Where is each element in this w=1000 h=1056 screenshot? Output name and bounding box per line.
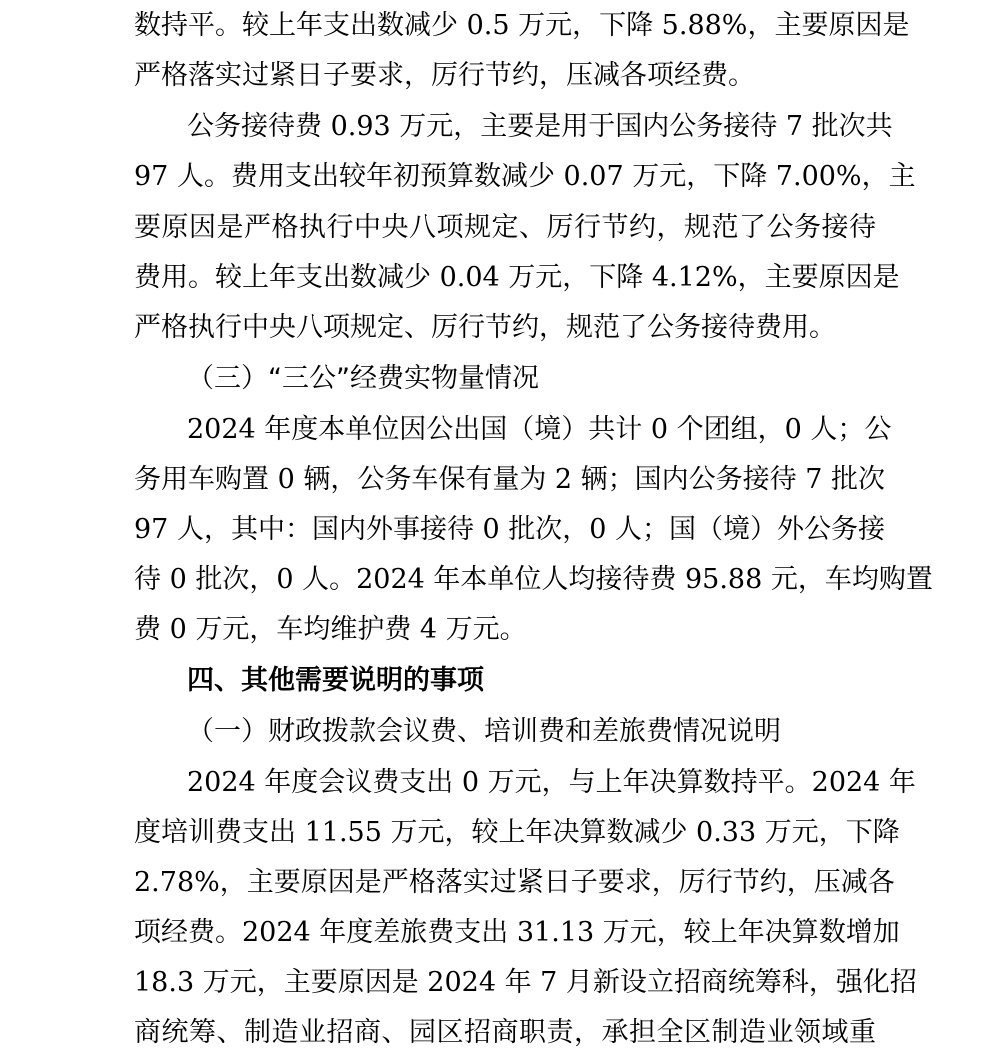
paragraph-line: 2024 年度本单位因公出国（境）共计 0 个团组，0 人；公 (187, 414, 892, 445)
paragraph-line: 严格落实过紧日子要求，厉行节约，压减各项经费。 (134, 60, 755, 91)
paragraph-line: 商统筹、制造业招商、园区招商职责，承担全区制造业领域重 (134, 1017, 876, 1048)
section-subheading: （一）财政拨款会议费、培训费和差旅费情况说明 (187, 716, 781, 747)
paragraph-line: 公务接待费 0.93 万元，主要是用于国内公务接待 7 批次共 (187, 111, 893, 142)
section-subheading: （三）“三公”经费实物量情况 (187, 363, 539, 394)
paragraph-line: 待 0 批次，0 人。2024 年本单位人均接待费 95.88 元，车均购置 (134, 564, 933, 595)
paragraph-line: 2.78%，主要原因是严格落实过紧日子要求，厉行节约，压减各 (134, 867, 895, 898)
paragraph-line: 费用。较上年支出数减少 0.04 万元，下降 4.12%，主要原因是 (134, 262, 900, 293)
paragraph-line: 费 0 万元，车均维护费 4 万元。 (134, 614, 527, 645)
paragraph-line: 数持平。较上年支出数减少 0.5 万元，下降 5.88%，主要原因是 (134, 10, 910, 41)
paragraph-line: 2024 年度会议费支出 0 万元，与上年决算数持平。2024 年 (187, 767, 916, 798)
paragraph-line: 务用车购置 0 辆，公务车保有量为 2 辆；国内公务接待 7 批次 (134, 464, 886, 495)
paragraph-line: 要原因是严格执行中央八项规定、厉行节约，规范了公务接待 (134, 212, 876, 243)
paragraph-line: 18.3 万元，主要原因是 2024 年 7 月新设立招商统筹科，强化招 (134, 967, 917, 998)
paragraph-line: 度培训费支出 11.55 万元，较上年决算数减少 0.33 万元，下降 (134, 817, 900, 848)
paragraph-line: 严格执行中央八项规定、厉行节约，规范了公务接待费用。 (134, 312, 836, 343)
paragraph-line: 项经费。2024 年度差旅费支出 31.13 万元，较上年决算数增加 (134, 917, 900, 948)
paragraph-line: 97 人，其中：国内外事接待 0 批次，0 人；国（境）外公务接 (134, 514, 886, 545)
paragraph-line: 97 人。费用支出较年初预算数减少 0.07 万元，下降 7.00%，主 (134, 161, 916, 192)
section-heading: 四、其他需要说明的事项 (187, 665, 484, 696)
